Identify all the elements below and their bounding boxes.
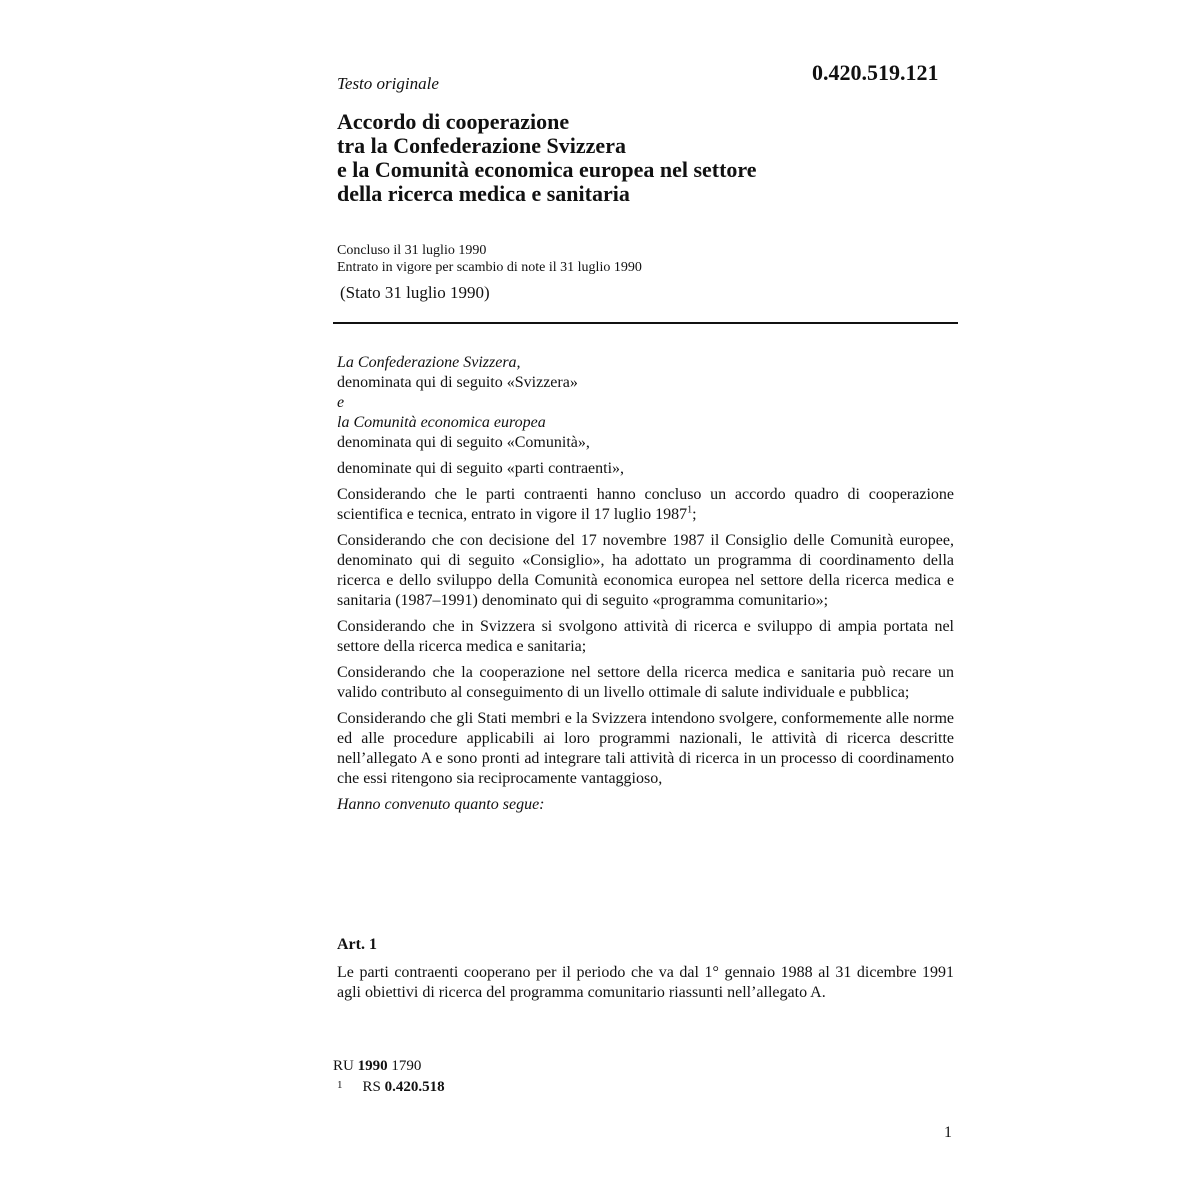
in-force-date: Entrato in vigore per scambio di note il 31 luglio 1990 [337,260,642,275]
original-text-label: Testo originale [337,74,439,93]
sr-number: 0.420.519.121 [812,60,939,85]
recital-2: Considerando che con decisione del 17 novembre 1987 il Consiglio delle Comunità europee, denominato qui di seguito «Consiglio», ha adottato un programma di coordinamento della ricerca e dello sviluppo della Comunità economica europea nel settore della ricerca medica e sanitaria (1987–1991) denominato qui di seguito «programma comunitario»; [337,532,954,609]
recital-4: Considerando che la cooperazione nel settore della ricerca medica e sanitaria può recare un valido contributo al conseguimento di un livello ottimale di salute individuale e pubblica; [337,664,954,701]
title-line: tra la Confederazione Svizzera [337,133,626,158]
party2-name: la Comunità economica europea [337,414,546,431]
header-divider [333,322,958,324]
recital-1-text: Considerando che le parti contraenti hanno concluso un accordo quadro di cooperazione scientifica e tecnica, entrato in vigore il 17 luglio 1987 [337,486,954,523]
recital-1-end: ; [692,506,697,523]
article-1-text: Le parti contraenti cooperano per il periodo che va dal 1° gennaio 1988 al 31 dicembre 1991 agli obiettivi di ricerca del programma comunitario riassunti nell’allegato A. [337,964,954,1001]
status-date: (Stato 31 luglio 1990) [340,283,490,302]
party1-name: La Confederazione Svizzera, [337,354,521,371]
ru-year: 1990 [357,1058,388,1074]
parties-description: denominate qui di seguito «parti contraenti», [337,460,625,477]
footnote-prefix: RS [362,1079,381,1095]
conjunction: e [337,394,345,411]
ru-prefix: RU [333,1058,354,1074]
document-title [337,110,957,206]
preamble [337,353,954,815]
ru-page: 1790 [391,1058,422,1074]
page-number: 1 [944,1124,952,1141]
footnote-reference: 0.420.518 [384,1079,445,1095]
ru-reference [333,1058,421,1075]
footnote-ref[interactable]: 1 [687,504,693,516]
recital-5: Considerando che gli Stati membri e la Svizzera intendono svolgere, conformemente alle norme ed alle procedure applicabili ai loro programmi nazionali, le attività di ricerca descritte nell’allegato A e sono pronti ad integrare tali attività di ricerca in un processo di coordinamento che essi ritengono sia reciprocamente vantaggioso, [337,710,954,787]
title-line: e la Comunità economica europea nel settore [337,157,757,182]
document-meta [337,242,642,276]
party1-description: denominata qui di seguito «Svizzera» [337,374,578,391]
recital-3: Considerando che in Svizzera si svolgono attività di ricerca e sviluppo di ampia portata nel settore della ricerca medica e sanitaria; [337,618,954,655]
concluded-date: Concluso il 31 luglio 1990 [337,243,487,258]
article-1-title: Art. 1 [337,936,377,953]
footnote [337,1079,445,1096]
agreement-clause: Hanno convenuto quanto segue: [337,796,545,813]
recital-1 [337,485,954,525]
party2-description: denominata qui di seguito «Comunità», [337,434,590,451]
footnote-number: 1 [337,1079,343,1091]
title-line: della ricerca medica e sanitaria [337,181,630,206]
title-line: Accordo di cooperazione [337,109,570,134]
